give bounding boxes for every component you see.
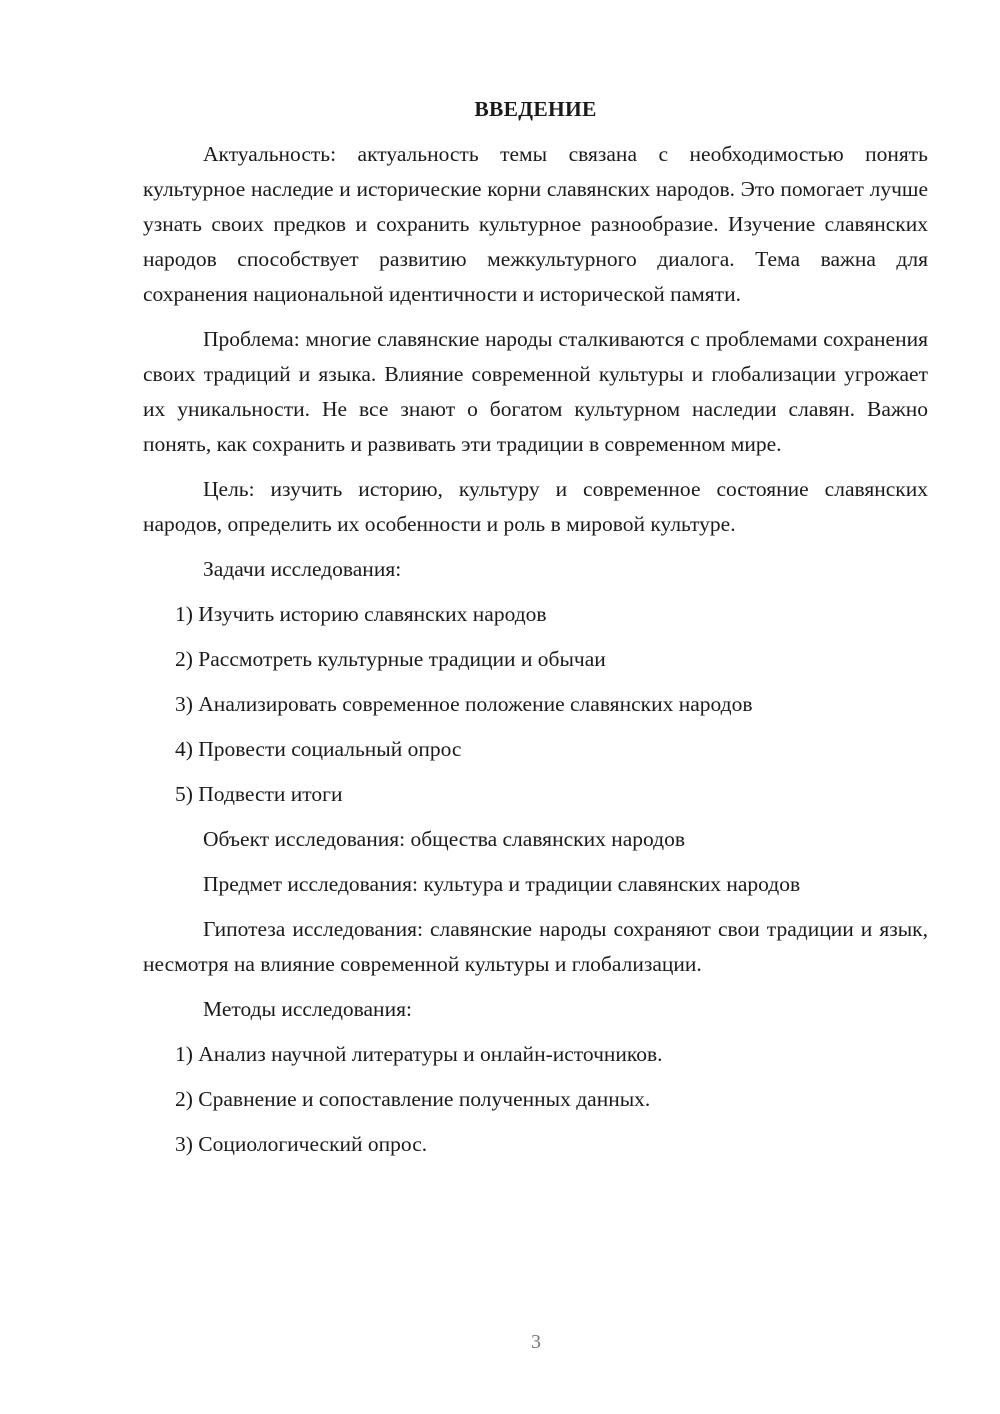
tasks-heading: Задачи исследования: (203, 557, 402, 581)
object-line: Объект исследования: общества славянских народов (203, 827, 685, 851)
task-item: 4) Провести социальный опрос (175, 737, 462, 761)
document-body (143, 92, 928, 1172)
methods-heading: Методы исследования: (203, 997, 412, 1021)
relevance-paragraph: Актуальность: актуальность темы связана с необходимостью понять культурное наследие и исторические корни славянских народов. Это помогает лучше узнать своих предков и сохранить культурное разнообразие. Изучение славянских народов способствует развитию межкультурного диалога. Тема важна для сохранения национальной идентичности и исторической памяти. (143, 142, 928, 306)
subject-line: Предмет исследования: культура и традиции славянских народов (203, 872, 801, 896)
goal-paragraph: Цель: изучить историю, культуру и современное состояние славянских народов, определить их особенности и роль в мировой культуре. (143, 477, 928, 536)
section-title: ВВЕДЕНИЕ (474, 97, 597, 121)
page-number: 3 (531, 1331, 541, 1353)
task-item: 5) Подвести итоги (175, 782, 343, 806)
task-item: 1) Изучить историю славянских народов (175, 602, 547, 626)
method-item: 3) Социологический опрос. (175, 1132, 428, 1156)
method-item: 1) Анализ научной литературы и онлайн-источников. (175, 1042, 663, 1066)
hypothesis-paragraph: Гипотеза исследования: славянские народы сохраняют свои традиции и язык, несмотря на влияние современной культуры и глобализации. (143, 917, 928, 976)
task-item: 2) Рассмотреть культурные традиции и обычаи (175, 647, 606, 671)
problem-paragraph: Проблема: многие славянские народы сталкиваются с проблемами сохранения своих традиций и языка. Влияние современной культуры и глобализации угрожает их уникальности. Не все знают о богатом культурном наследии славян. Важно понять, как сохранить и развивать эти традиции в современном мире. (143, 327, 928, 456)
method-item: 2) Сравнение и сопоставление полученных данных. (175, 1087, 651, 1111)
task-item: 3) Анализировать современное положение славянских народов (175, 692, 753, 716)
